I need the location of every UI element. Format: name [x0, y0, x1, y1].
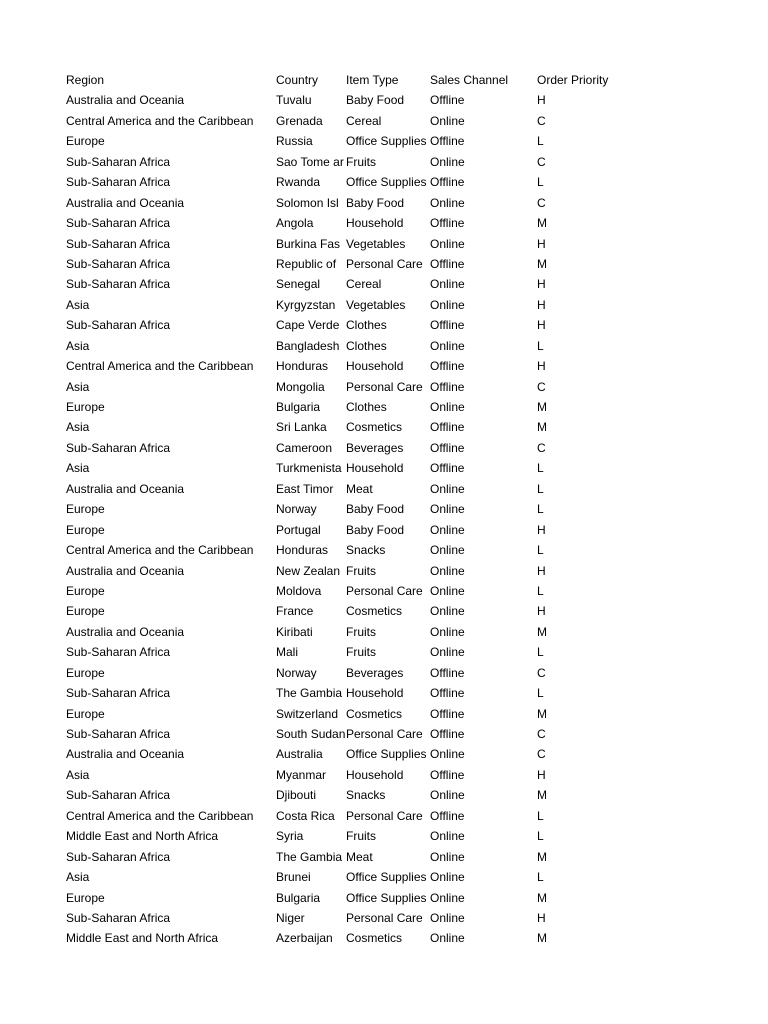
- cell-country: Australia: [276, 747, 323, 762]
- cell-sales-channel: Online: [430, 195, 465, 210]
- cell-country: Sao Tome ar: [276, 154, 344, 169]
- cell-item-type: Personal Care: [346, 910, 423, 925]
- table-row: [66, 683, 726, 703]
- cell-region: Europe: [66, 400, 105, 414]
- cell-order-priority: L: [537, 870, 544, 885]
- cell-country: Brunei: [276, 870, 311, 885]
- cell-order-priority: C: [537, 727, 546, 741]
- cell-country: Moldova: [276, 583, 322, 598]
- cell-item-type: Vegetables: [346, 297, 406, 312]
- cell-region: Europe: [66, 134, 105, 149]
- cell-region: Europe: [66, 604, 105, 619]
- cell-sales-channel: Online: [430, 910, 465, 925]
- cell-sales-channel: Online: [430, 604, 465, 619]
- cell-order-priority: H: [537, 522, 546, 537]
- cell-sales-channel: Online: [430, 747, 465, 762]
- cell-sales-channel: Online: [430, 931, 465, 946]
- cell-sales-channel: Online: [430, 502, 465, 517]
- cell-country: Bangladesh: [276, 338, 340, 353]
- table-row: [66, 213, 726, 233]
- cell-order-priority: H: [537, 767, 546, 782]
- cell-region: Sub-Saharan Africa: [66, 727, 171, 741]
- table-row: [66, 295, 726, 315]
- cell-item-type: Household: [346, 216, 404, 231]
- cell-sales-channel: Offline: [430, 175, 465, 190]
- cell-order-priority: M: [537, 420, 547, 435]
- cell-region: Europe: [66, 522, 105, 537]
- cell-order-priority: M: [537, 849, 547, 864]
- cell-country: Bulgaria: [276, 400, 321, 414]
- cell-region: Sub-Saharan Africa: [66, 154, 171, 169]
- cell-region: Middle East and North Africa: [66, 931, 219, 946]
- table-row: [66, 336, 726, 356]
- cell-sales-channel: Online: [430, 338, 465, 353]
- cell-item-type: Office Supplies: [346, 134, 427, 149]
- cell-sales-channel: Online: [430, 849, 465, 864]
- cell-region: Asia: [66, 870, 90, 885]
- table-row: [66, 417, 726, 437]
- table-row: [66, 928, 726, 948]
- cell-country: Burkina Fas: [276, 236, 341, 251]
- cell-region: Australia and Oceania: [66, 624, 185, 639]
- cell-item-type: Household: [346, 359, 404, 374]
- header-sales-channel: Sales Channel: [430, 73, 509, 87]
- table-row: [66, 724, 726, 744]
- cell-country: Angola: [276, 216, 314, 231]
- cell-item-type: Cereal: [346, 277, 382, 292]
- cell-region: Asia: [66, 461, 90, 476]
- cell-item-type: Beverages: [346, 665, 404, 680]
- cell-item-type: Personal Care: [346, 379, 423, 394]
- cell-order-priority: L: [537, 808, 544, 823]
- cell-order-priority: H: [537, 93, 546, 108]
- cell-sales-channel: Online: [430, 624, 465, 639]
- cell-order-priority: M: [537, 706, 547, 721]
- cell-sales-channel: Online: [430, 522, 465, 537]
- cell-item-type: Fruits: [346, 645, 376, 660]
- table-row: [66, 867, 726, 887]
- cell-sales-channel: Online: [430, 890, 465, 905]
- cell-item-type: Cereal: [346, 113, 382, 128]
- table-row: [66, 561, 726, 581]
- cell-country: Norway: [276, 502, 317, 517]
- cell-country: France: [276, 604, 314, 619]
- cell-region: Central America and the Caribbean: [66, 543, 254, 558]
- cell-item-type: Clothes: [346, 318, 387, 333]
- cell-country: The Gambia: [276, 686, 343, 701]
- table-body: [66, 90, 726, 948]
- cell-order-priority: H: [537, 359, 546, 374]
- cell-item-type: Office Supplies: [346, 870, 427, 885]
- cell-region: Sub-Saharan Africa: [66, 175, 171, 190]
- cell-sales-channel: Offline: [430, 359, 465, 374]
- table-row: [66, 152, 726, 172]
- cell-sales-channel: Offline: [430, 808, 465, 823]
- cell-sales-channel: Offline: [430, 379, 465, 394]
- cell-country: Grenada: [276, 113, 323, 128]
- cell-order-priority: L: [537, 502, 544, 517]
- table-row: [66, 234, 726, 254]
- cell-order-priority: M: [537, 890, 547, 905]
- cell-country: Switzerland: [276, 706, 339, 721]
- cell-region: Europe: [66, 706, 105, 721]
- cell-country: Solomon Isl: [276, 195, 339, 210]
- table-row: [66, 315, 726, 335]
- table-row: [66, 193, 726, 213]
- cell-item-type: Personal Care: [346, 583, 423, 598]
- cell-order-priority: H: [537, 318, 546, 333]
- cell-item-type: Cosmetics: [346, 706, 403, 721]
- header-item-type: Item Type: [346, 73, 399, 87]
- cell-country: Niger: [276, 910, 305, 925]
- cell-country: New Zealan: [276, 563, 341, 578]
- cell-item-type: Snacks: [346, 543, 386, 558]
- cell-item-type: Personal Care: [346, 808, 423, 823]
- cell-sales-channel: Online: [430, 400, 465, 414]
- cell-order-priority: C: [537, 440, 546, 455]
- cell-item-type: Beverages: [346, 440, 404, 455]
- cell-region: Australia and Oceania: [66, 195, 185, 210]
- table-row: [66, 274, 726, 294]
- cell-sales-channel: Online: [430, 563, 465, 578]
- table-row: [66, 642, 726, 662]
- cell-order-priority: L: [537, 829, 544, 844]
- cell-sales-channel: Offline: [430, 440, 465, 455]
- cell-item-type: Vegetables: [346, 236, 406, 251]
- table-row: [66, 90, 726, 110]
- cell-country: Portugal: [276, 522, 321, 537]
- cell-region: Sub-Saharan Africa: [66, 256, 171, 271]
- cell-country: Tuvalu: [276, 93, 312, 108]
- table-row: [66, 601, 726, 621]
- cell-item-type: Snacks: [346, 788, 386, 803]
- cell-region: Europe: [66, 583, 105, 598]
- cell-region: Sub-Saharan Africa: [66, 236, 171, 251]
- cell-country: Cape Verde: [276, 318, 340, 333]
- cell-sales-channel: Online: [430, 645, 465, 660]
- cell-sales-channel: Offline: [430, 93, 465, 108]
- cell-sales-channel: Online: [430, 583, 465, 598]
- cell-item-type: Meat: [346, 849, 373, 864]
- cell-sales-channel: Offline: [430, 727, 465, 741]
- cell-order-priority: H: [537, 910, 546, 925]
- cell-sales-channel: Online: [430, 543, 465, 558]
- cell-region: Australia and Oceania: [66, 563, 185, 578]
- header-country: Country: [276, 73, 319, 87]
- cell-order-priority: H: [537, 277, 546, 292]
- cell-item-type: Baby Food: [346, 502, 405, 517]
- cell-item-type: Baby Food: [346, 93, 405, 108]
- table-row: [66, 826, 726, 846]
- cell-order-priority: H: [537, 297, 546, 312]
- table-row: [66, 377, 726, 397]
- cell-region: Asia: [66, 420, 90, 435]
- table-row: [66, 581, 726, 601]
- cell-country: Russia: [276, 134, 313, 149]
- cell-country: Myanmar: [276, 767, 327, 782]
- cell-order-priority: L: [537, 461, 544, 476]
- cell-order-priority: C: [537, 747, 546, 762]
- table-row: [66, 847, 726, 867]
- cell-country: Turkmenista: [276, 461, 342, 476]
- spreadsheet-table: [66, 70, 726, 949]
- cell-region: Asia: [66, 379, 90, 394]
- cell-country: Costa Rica: [276, 808, 335, 823]
- cell-order-priority: L: [537, 338, 544, 353]
- table-row: [66, 172, 726, 192]
- cell-region: Sub-Saharan Africa: [66, 645, 171, 660]
- cell-country: Azerbaijan: [276, 931, 333, 946]
- cell-item-type: Clothes: [346, 400, 387, 414]
- cell-sales-channel: Online: [430, 236, 465, 251]
- cell-region: Australia and Oceania: [66, 481, 185, 496]
- table-row: [66, 499, 726, 519]
- cell-item-type: Baby Food: [346, 522, 405, 537]
- cell-item-type: Cosmetics: [346, 931, 403, 946]
- cell-region: Sub-Saharan Africa: [66, 277, 171, 292]
- cell-order-priority: L: [537, 481, 544, 496]
- cell-country: Mali: [276, 645, 299, 660]
- cell-country: South Sudan: [276, 727, 346, 741]
- cell-country: Rwanda: [276, 175, 321, 190]
- table-row: [66, 888, 726, 908]
- cell-region: Sub-Saharan Africa: [66, 318, 171, 333]
- cell-sales-channel: Offline: [430, 461, 465, 476]
- table-row: [66, 479, 726, 499]
- table-row: [66, 908, 726, 928]
- table-row: [66, 131, 726, 151]
- cell-region: Central America and the Caribbean: [66, 359, 254, 374]
- cell-sales-channel: Online: [430, 277, 465, 292]
- table-row: [66, 806, 726, 826]
- cell-item-type: Household: [346, 767, 404, 782]
- header-order-priority: Order Priority: [537, 73, 609, 87]
- cell-country: East Timor: [276, 481, 334, 496]
- table-row: [66, 438, 726, 458]
- cell-country: Sri Lanka: [276, 420, 327, 435]
- cell-region: Sub-Saharan Africa: [66, 910, 171, 925]
- cell-item-type: Household: [346, 461, 404, 476]
- cell-item-type: Fruits: [346, 624, 376, 639]
- cell-country: Syria: [276, 829, 304, 844]
- cell-item-type: Clothes: [346, 338, 387, 353]
- cell-order-priority: H: [537, 563, 546, 578]
- cell-country: Kiribati: [276, 624, 313, 639]
- cell-order-priority: L: [537, 543, 544, 558]
- cell-order-priority: C: [537, 195, 546, 210]
- cell-country: Bulgaria: [276, 890, 321, 905]
- cell-sales-channel: Offline: [430, 134, 465, 149]
- cell-region: Europe: [66, 890, 105, 905]
- cell-sales-channel: Offline: [430, 767, 465, 782]
- cell-region: Central America and the Caribbean: [66, 113, 254, 128]
- cell-order-priority: C: [537, 665, 546, 680]
- cell-order-priority: H: [537, 236, 546, 251]
- cell-order-priority: M: [537, 624, 547, 639]
- cell-order-priority: H: [537, 604, 546, 619]
- cell-sales-channel: Offline: [430, 686, 465, 701]
- table-row: [66, 663, 726, 683]
- cell-item-type: Household: [346, 686, 404, 701]
- cell-region: Australia and Oceania: [66, 93, 185, 108]
- cell-sales-channel: Online: [430, 481, 465, 496]
- cell-region: Sub-Saharan Africa: [66, 216, 171, 231]
- cell-item-type: Baby Food: [346, 195, 405, 210]
- cell-item-type: Personal Care: [346, 727, 423, 741]
- cell-item-type: Personal Care: [346, 256, 423, 271]
- cell-region: Central America and the Caribbean: [66, 808, 254, 823]
- table-row: [66, 744, 726, 764]
- cell-sales-channel: Offline: [430, 318, 465, 333]
- cell-sales-channel: Online: [430, 154, 465, 169]
- table-row: [66, 765, 726, 785]
- cell-sales-channel: Offline: [430, 216, 465, 231]
- table-row: [66, 704, 726, 724]
- cell-order-priority: M: [537, 788, 547, 803]
- cell-order-priority: M: [537, 931, 547, 946]
- table-row: [66, 520, 726, 540]
- cell-order-priority: M: [537, 256, 547, 271]
- cell-country: Djibouti: [276, 788, 317, 803]
- cell-country: Mongolia: [276, 379, 325, 394]
- cell-region: Australia and Oceania: [66, 747, 185, 762]
- cell-item-type: Fruits: [346, 563, 376, 578]
- cell-sales-channel: Online: [430, 829, 465, 844]
- cell-order-priority: C: [537, 154, 546, 169]
- cell-sales-channel: Online: [430, 788, 465, 803]
- cell-item-type: Cosmetics: [346, 604, 403, 619]
- cell-item-type: Office Supplies: [346, 890, 427, 905]
- cell-item-type: Office Supplies: [346, 747, 427, 762]
- cell-region: Sub-Saharan Africa: [66, 440, 171, 455]
- cell-region: Asia: [66, 767, 90, 782]
- cell-sales-channel: Offline: [430, 665, 465, 680]
- cell-item-type: Fruits: [346, 154, 376, 169]
- cell-sales-channel: Online: [430, 113, 465, 128]
- table-row: [66, 111, 726, 131]
- table-row: [66, 397, 726, 417]
- cell-region: Sub-Saharan Africa: [66, 686, 171, 701]
- cell-country: Cameroon: [276, 440, 333, 455]
- cell-item-type: Office Supplies: [346, 175, 427, 190]
- cell-sales-channel: Online: [430, 297, 465, 312]
- cell-order-priority: L: [537, 583, 544, 598]
- cell-country: Senegal: [276, 277, 321, 292]
- cell-order-priority: L: [537, 686, 544, 701]
- cell-region: Europe: [66, 665, 105, 680]
- table-row: [66, 785, 726, 805]
- cell-country: Republic of: [276, 256, 337, 271]
- cell-region: Asia: [66, 297, 90, 312]
- table-row: [66, 540, 726, 560]
- cell-order-priority: C: [537, 379, 546, 394]
- cell-item-type: Fruits: [346, 829, 376, 844]
- table-row: [66, 356, 726, 376]
- table-row: [66, 622, 726, 642]
- cell-country: Honduras: [276, 359, 329, 374]
- cell-country: Honduras: [276, 543, 329, 558]
- cell-item-type: Cosmetics: [346, 420, 403, 435]
- header-region: Region: [66, 73, 105, 87]
- cell-region: Middle East and North Africa: [66, 829, 219, 844]
- cell-region: Sub-Saharan Africa: [66, 788, 171, 803]
- cell-item-type: Meat: [346, 481, 373, 496]
- cell-sales-channel: Online: [430, 870, 465, 885]
- cell-country: Norway: [276, 665, 317, 680]
- cell-order-priority: M: [537, 216, 547, 231]
- cell-region: Asia: [66, 338, 90, 353]
- cell-country: The Gambia: [276, 849, 343, 864]
- cell-order-priority: M: [537, 400, 547, 414]
- cell-order-priority: C: [537, 113, 546, 128]
- table-header-row: [66, 70, 726, 90]
- cell-order-priority: L: [537, 645, 544, 660]
- cell-order-priority: L: [537, 175, 544, 190]
- cell-order-priority: L: [537, 134, 544, 149]
- cell-region: Sub-Saharan Africa: [66, 849, 171, 864]
- cell-sales-channel: Offline: [430, 256, 465, 271]
- cell-region: Europe: [66, 502, 105, 517]
- cell-country: Kyrgyzstan: [276, 297, 336, 312]
- cell-sales-channel: Offline: [430, 420, 465, 435]
- table-row: [66, 458, 726, 478]
- cell-sales-channel: Offline: [430, 706, 465, 721]
- table-row: [66, 254, 726, 274]
